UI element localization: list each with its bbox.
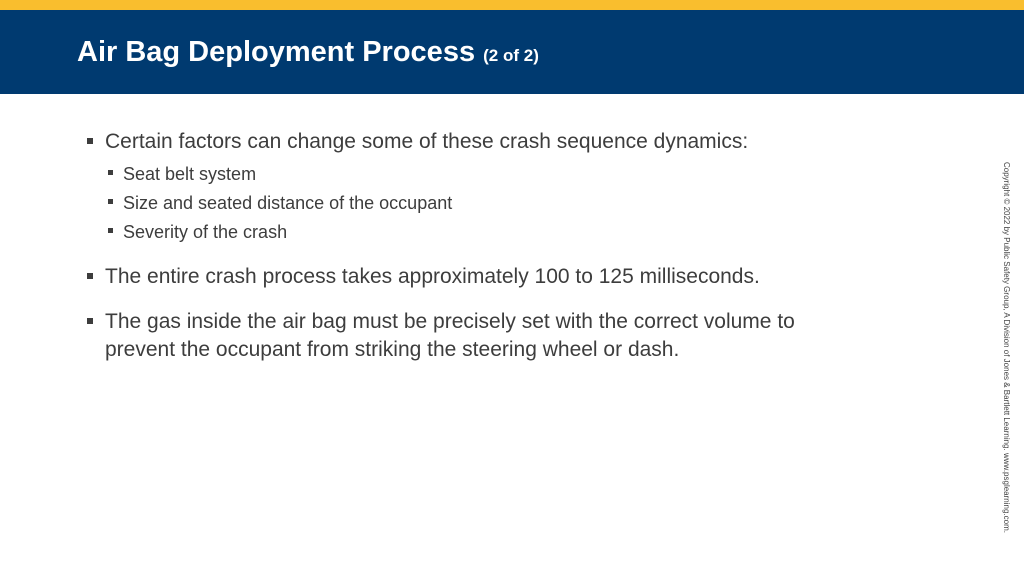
slide-title xyxy=(77,34,539,74)
square-bullet-icon xyxy=(87,273,93,279)
sub-bullet-text: Severity of the crash xyxy=(123,222,288,242)
sub-bullet-item xyxy=(106,218,865,247)
bullet-item xyxy=(85,128,865,156)
square-bullet-icon xyxy=(108,199,113,204)
slide-title-text: Air Bag Deployment Process xyxy=(77,36,476,68)
square-bullet-icon xyxy=(108,228,113,233)
slide-title-suffix: (2 of 2) xyxy=(483,46,539,65)
sub-bullet-text: Size and seated distance of the occupant xyxy=(123,193,453,213)
bullet-list xyxy=(85,128,865,364)
square-bullet-icon xyxy=(87,318,93,324)
copyright-notice: Copyright © 2022 by Public Safety Group, A Division of Jones & Bartlett Learning. www.psglearning.com. xyxy=(1002,162,1011,533)
sub-bullet-list xyxy=(106,160,865,247)
sub-bullet-item xyxy=(106,160,865,189)
accent-bar xyxy=(0,0,1024,10)
bullet-text: The entire crash process takes approximately 100 to 125 milliseconds. xyxy=(105,265,760,288)
bullet-item xyxy=(85,263,865,291)
square-bullet-icon xyxy=(87,138,93,144)
sub-bullet-text: Seat belt system xyxy=(123,164,257,184)
header-band xyxy=(0,10,1024,94)
sub-bullet-item xyxy=(106,189,865,218)
bullet-text: Certain factors can change some of these crash sequence dynamics: xyxy=(105,130,749,153)
bullet-text: The gas inside the air bag must be precisely set with the correct volume to prevent the occupant from striking the steering wheel or dash. xyxy=(105,310,795,361)
bullet-item xyxy=(85,308,865,364)
square-bullet-icon xyxy=(108,170,113,175)
